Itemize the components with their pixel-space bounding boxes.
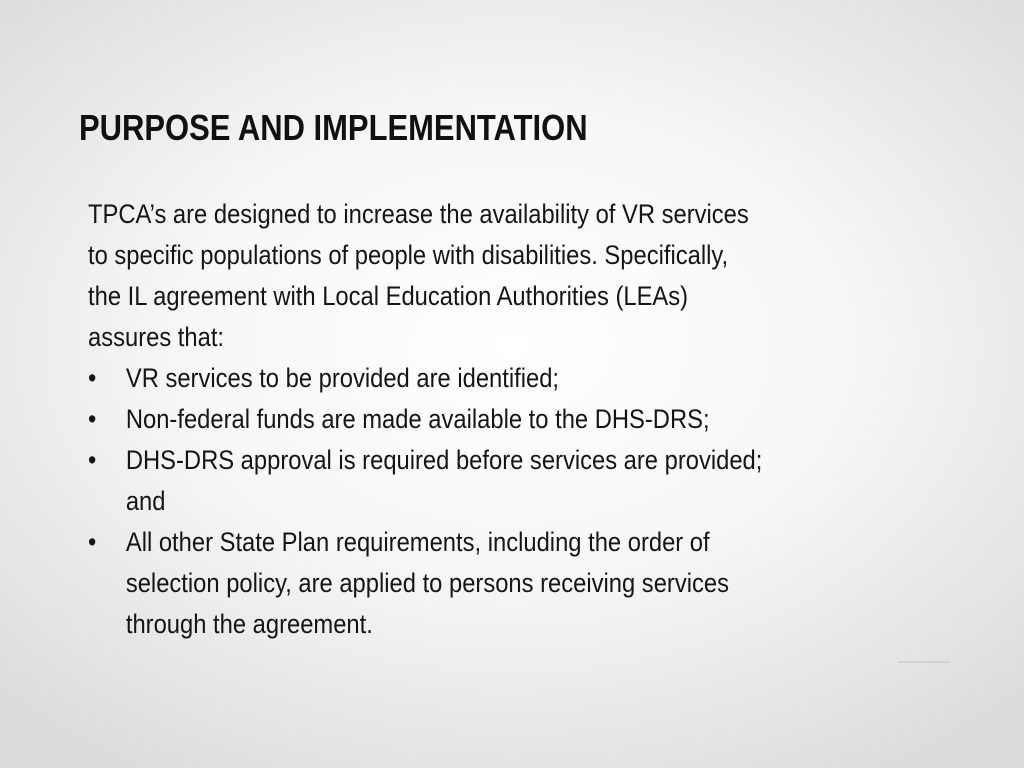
bullet-item [88, 522, 918, 645]
bullet-line: and [125, 486, 166, 516]
bullet-dot-icon: • [88, 363, 97, 393]
bullet-item [88, 358, 918, 399]
bullet-item [88, 440, 918, 522]
intro-line: TPCA’s are designed to increase the availability of VR services [88, 199, 749, 229]
bullet-dot-icon: • [88, 404, 97, 434]
intro-line: to specific populations of people with disabilities. Specifically, [88, 240, 729, 270]
bullet-dot-icon: • [88, 527, 97, 557]
bullet-line: All other State Plan requirements, including the order of [125, 527, 710, 557]
bullet-dot-icon: • [88, 445, 97, 475]
slide-title: PURPOSE AND IMPLEMENTATION [79, 107, 588, 148]
bullet-line: DHS-DRS approval is required before services are provided; [125, 445, 763, 475]
intro-line: the IL agreement with Local Education Authorities (LEAs) [88, 281, 689, 311]
bullet-line: Non-federal funds are made available to the DHS-DRS; [125, 404, 710, 434]
bullet-line: VR services to be provided are identified; [125, 363, 560, 393]
bullet-list [88, 358, 898, 645]
bullet-item [88, 399, 918, 440]
intro-paragraph [88, 194, 880, 358]
slide-body [88, 194, 898, 645]
decorative-divider [898, 661, 950, 663]
bullet-line: selection policy, are applied to persons receiving services [125, 568, 729, 598]
intro-line: assures that: [88, 322, 225, 352]
bullet-line: through the agreement. [125, 609, 373, 639]
